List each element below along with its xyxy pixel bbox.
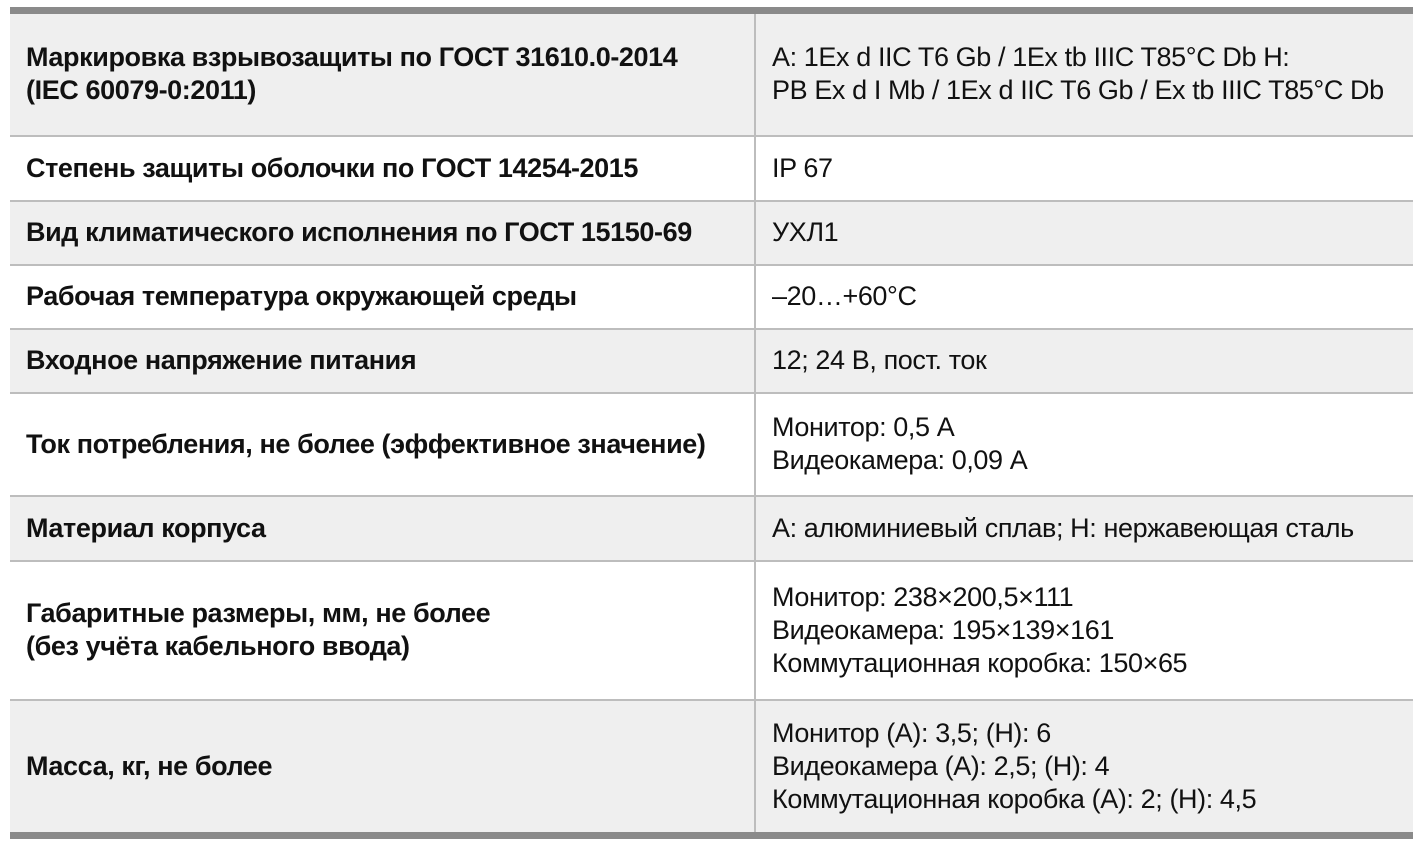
row-label [10, 496, 755, 561]
value-line: IP 67 [772, 152, 833, 183]
spec-table [10, 7, 1413, 839]
row-label [10, 393, 755, 496]
row-label [10, 329, 755, 393]
value-line: PB Ex d I Mb / 1Ex d IIC T6 Gb / Ex tb IIIC T85°C Db [772, 75, 1384, 106]
label-line: Материал корпуса [26, 512, 266, 543]
row-label [10, 700, 755, 836]
label-line: Входное напряжение питания [26, 345, 417, 375]
value-line: Коммутационная коробка: 150×65 [772, 647, 1188, 678]
table-row [10, 265, 1413, 329]
value-line: A: алюминиевый сплав; H: нержавеющая сталь [772, 512, 1354, 543]
label-line: Ток потребления, не более (эффективное значение) [26, 428, 706, 459]
value-line: Коммутационная коробка (A): 2; (H): 4,5 [772, 783, 1257, 814]
value-line: Монитор: 0,5 А [772, 412, 955, 442]
row-value [755, 201, 1413, 265]
table-row [10, 561, 1413, 700]
table-row [10, 11, 1413, 136]
label-line: (IEC 60079-0:2011) [26, 75, 256, 106]
value-line: A: 1Ex d IIC T6 Gb / 1Ex tb IIIC T85°C Db H: [772, 42, 1290, 73]
row-value [755, 393, 1413, 496]
row-label [10, 11, 755, 136]
table-row [10, 201, 1413, 265]
row-value [755, 11, 1413, 136]
label-line: Маркировка взрывозащиты по ГОСТ 31610.0-2014 [26, 42, 678, 73]
row-value [755, 496, 1413, 561]
label-line: (без учёта кабельного ввода) [26, 631, 410, 661]
row-label [10, 136, 755, 201]
label-line: Масса, кг, не более [26, 750, 273, 781]
label-line: Степень защиты оболочки по ГОСТ 14254-2015 [26, 152, 639, 183]
value-line: 12; 24 В, пост. ток [772, 345, 987, 375]
row-value [755, 329, 1413, 393]
table-row [10, 496, 1413, 561]
value-line: УХЛ1 [772, 217, 839, 247]
label-line: Габаритные размеры, мм, не более [26, 598, 491, 628]
value-line: Видеокамера: 0,09 А [772, 445, 1028, 475]
value-line: Видеокамера (A): 2,5; (H): 4 [772, 750, 1110, 781]
row-value [755, 136, 1413, 201]
label-line: Вид климатического исполнения по ГОСТ 15150-69 [26, 217, 692, 247]
table-row [10, 329, 1413, 393]
row-label [10, 265, 755, 329]
value-line: Видеокамера: 195×139×161 [772, 614, 1114, 645]
value-line: Монитор (A): 3,5; (H): 6 [772, 717, 1051, 748]
row-label [10, 201, 755, 265]
row-label [10, 561, 755, 700]
row-value [755, 561, 1413, 700]
table-row [10, 393, 1413, 496]
row-value [755, 265, 1413, 329]
label-line: Рабочая температура окружающей среды [26, 281, 577, 311]
row-value [755, 700, 1413, 836]
table-row [10, 136, 1413, 201]
table-row [10, 700, 1413, 836]
value-line: Монитор: 238×200,5×111 [772, 581, 1074, 612]
value-line: –20…+60°C [772, 281, 917, 311]
